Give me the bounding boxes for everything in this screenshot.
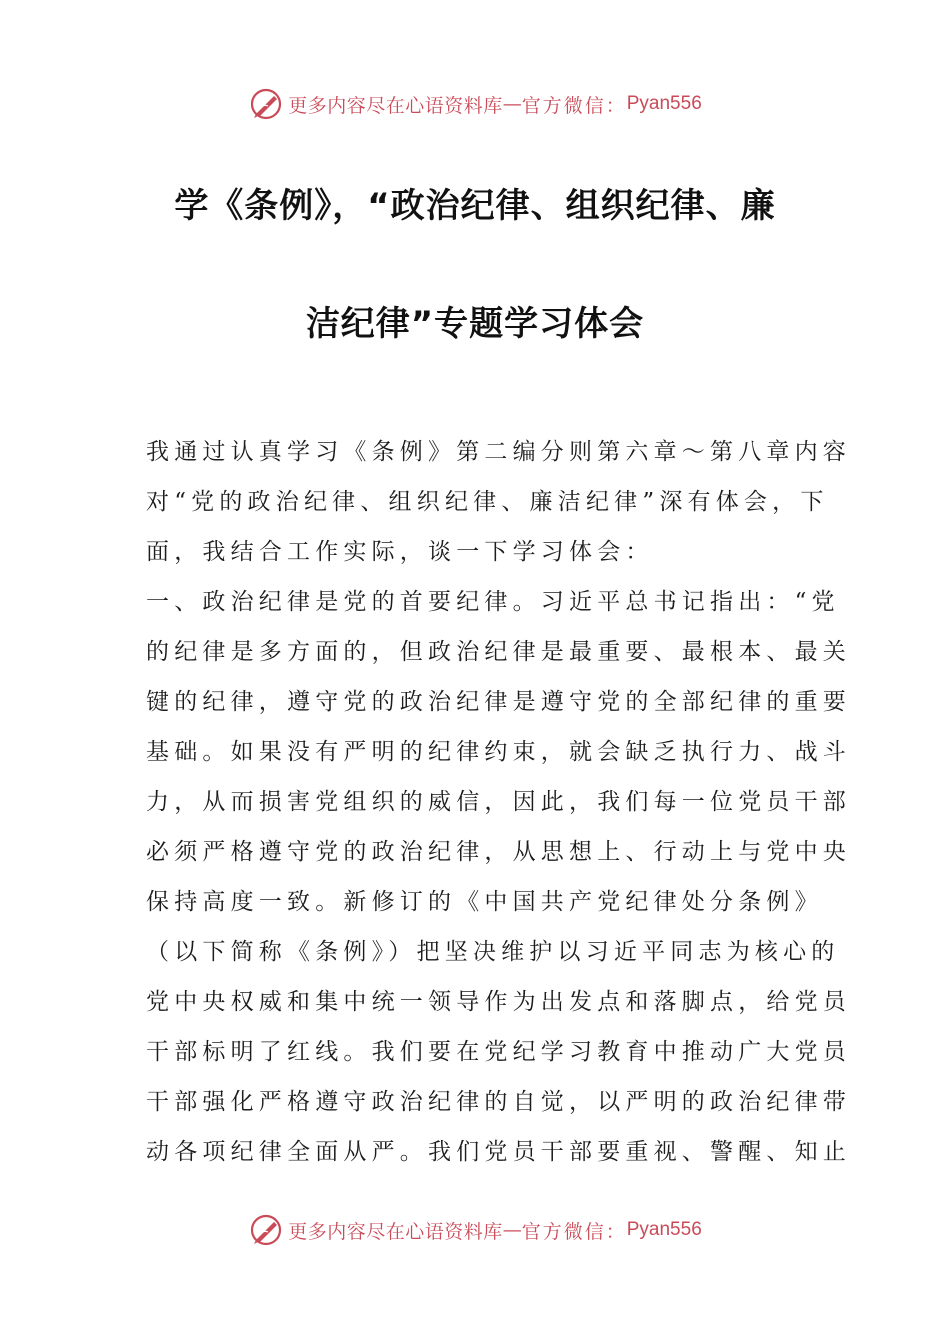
watermark-wechat-id: Pyan556 (626, 93, 702, 114)
watermark-brand: 更多内容尽在心语资料库 (288, 1220, 503, 1243)
body-line: 干部强化严格遵守政治纪律的自觉，以严明的政治纪律带 (146, 1089, 851, 1115)
body-line: 保持高度一致。新修订的《中国共产党纪律处分条例》 (146, 889, 823, 915)
body-line: 必须严格遵守党的政治纪律，从思想上、行动上与党中央 (146, 839, 851, 865)
body-line: 键的纪律，遵守党的政治纪律是遵守党的全部纪律的重要 (146, 689, 851, 715)
header-watermark (0, 84, 950, 124)
body-line: 一、政治纪律是党的首要纪律。习近平总书记指出：“党 (146, 589, 840, 615)
document-body (146, 427, 851, 1177)
watermark-dash: — (502, 1219, 522, 1241)
pen-logo-icon (248, 1212, 284, 1248)
document-title-line-2: 洁纪律”专题学习体会 (305, 304, 645, 344)
body-line: 力，从而损害党组织的威信，因此，我们每一位党员干部 (146, 789, 851, 815)
body-line: 党中央权威和集中统一领导作为出发点和落脚点，给党员 (146, 989, 851, 1015)
document-title-line-1: 学《条例》，“政治纪律、组织纪律、廉 (174, 186, 776, 226)
watermark-wechat-label: 官方微信： (521, 1220, 627, 1243)
body-line: 动各项纪律全面从严。我们党员干部要重视、警醒、知止 (146, 1139, 851, 1165)
body-line: 基础。如果没有严明的纪律约束，就会缺乏执行力、战斗 (146, 739, 851, 765)
pen-logo-icon (248, 86, 284, 122)
body-line: 对“党的政治纪律、组织纪律、廉洁纪律”深有体会，下 (146, 489, 829, 515)
watermark-dash: — (502, 93, 522, 115)
body-line: （以下简称《条例》）把坚决维护以习近平同志为核心的 (146, 939, 840, 965)
body-line: 的纪律是多方面的，但政治纪律是最重要、最根本、最关 (146, 639, 851, 665)
body-line: 我通过认真学习《条例》第二编分则第六章～第八章内容 (146, 439, 851, 465)
body-line: 面，我结合工作实际，谈一下学习体会： (146, 539, 654, 565)
watermark-brand: 更多内容尽在心语资料库 (288, 94, 503, 117)
body-line: 干部标明了红线。我们要在党纪学习教育中推动广大党员 (146, 1039, 851, 1065)
watermark-wechat-id: Pyan556 (626, 1219, 702, 1240)
watermark-wechat-label: 官方微信： (521, 94, 627, 117)
footer-watermark (0, 1210, 950, 1250)
